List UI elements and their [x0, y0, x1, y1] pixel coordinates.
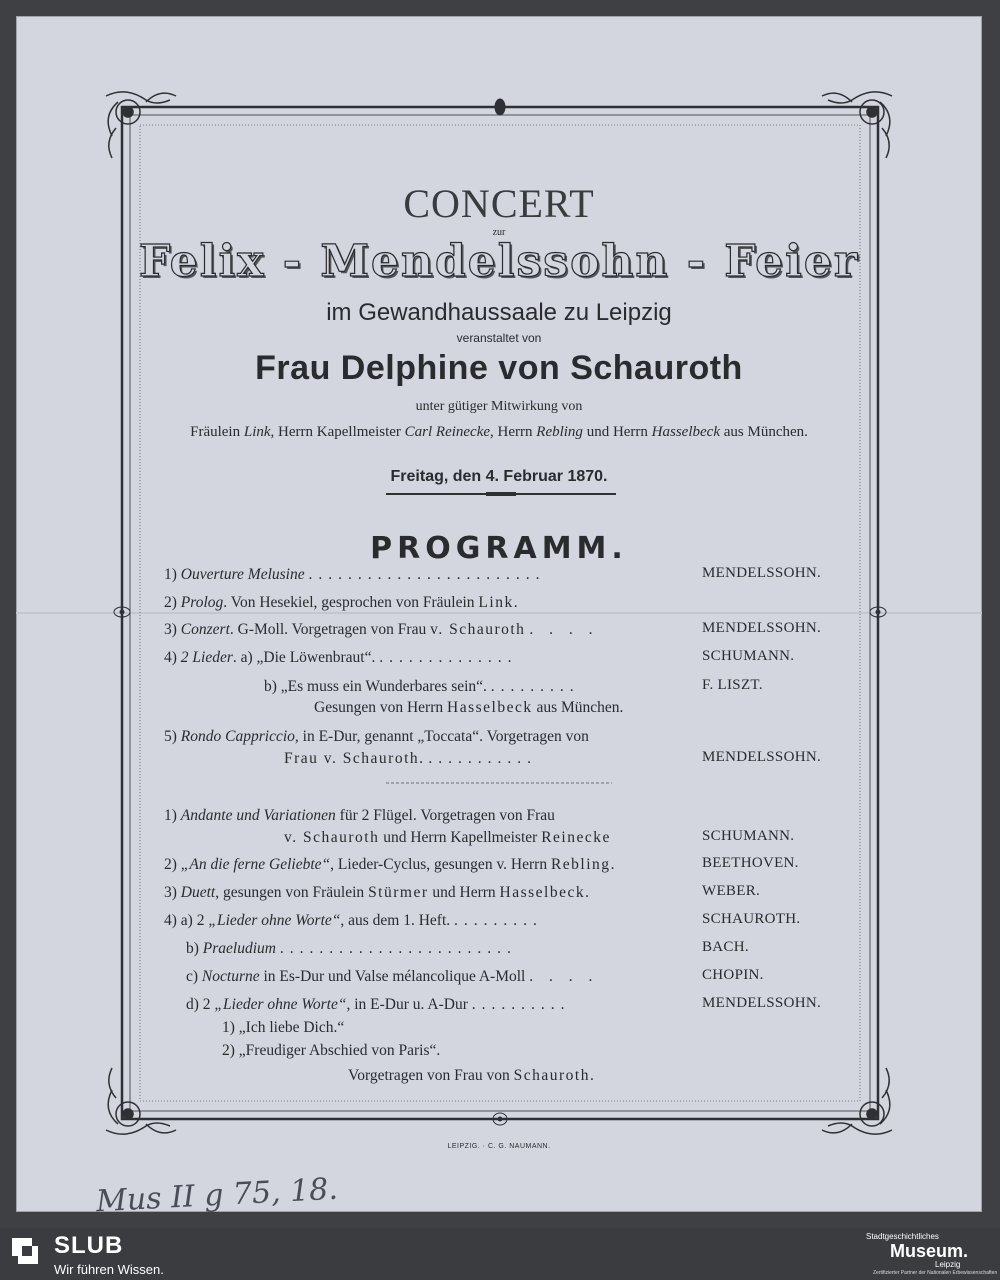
program-item: c) Nocturne in Es-Dur und Valse mélancolique A-Moll . . . . [186, 968, 599, 985]
song-sub-item: 2) „Freudiger Abschied von Paris“. [222, 1042, 441, 1059]
museum-wordmark: Museum. [890, 1241, 969, 1261]
artists-line [156, 424, 842, 441]
artists-text: , Herrn Kapellmeister [270, 424, 405, 440]
composer-label: MENDELSSOHN. [702, 565, 822, 581]
composer-label: CHOPIN. [702, 967, 764, 983]
performer-note: Vorgetragen von Frau von Schauroth. [348, 1067, 594, 1084]
concert-title: CONCERT [403, 181, 595, 226]
program-item-detail: Frau v. Schauroth. ........... [284, 750, 538, 767]
artists-text: aus München. [719, 424, 808, 440]
museum-certificate: Zertifizierter Partner der Nationalen Erbewissenschaften [873, 1270, 998, 1276]
composer-label: MENDELSSOHN. [702, 620, 822, 636]
artist-rebling: Rebling [536, 424, 583, 440]
program-sheet [16, 16, 982, 1220]
program-item: 2) „An die ferne Geliebte“, Lieder-Cyclus, gesungen v. Herrn Rebling. [164, 856, 615, 873]
zur-label: zur [492, 227, 506, 238]
program-item: b) „Es muss ein Wunderbares sein“. ......... [264, 678, 580, 695]
artist-hasselbeck: Hasselbeck [651, 424, 720, 440]
footer-bar [0, 1228, 1000, 1280]
composer-label: MENDELSSOHN. [702, 749, 822, 765]
program-item: 4) a) 2 „Lieder ohne Worte“, aus dem 1. Heft. ......... [164, 912, 543, 929]
composer-label: WEBER. [702, 883, 761, 899]
program-item: 1) Andante und Variationen für 2 Flügel. Vorgetragen von Frau [164, 807, 555, 824]
program-item: 5) Rondo Cappriccio, in E-Dur, genannt „Toccata“. Vorgetragen von [164, 728, 589, 745]
slub-wordmark: SLUB [54, 1232, 124, 1259]
artist-reinecke: Carl Reinecke [404, 424, 491, 440]
cooperation-label: unter gütiger Mitwirkung von [415, 399, 583, 414]
program-item-detail: v. Schauroth und Herrn Kapellmeister Reinecke [284, 829, 611, 846]
artists-text: , Herrn [490, 424, 537, 440]
song-sub-item: 1) „Ich liebe Dich.“ [222, 1019, 345, 1036]
program-item: d) 2 „Lieder ohne Worte“, in E-Dur u. A-Dur .......... [186, 996, 571, 1013]
museum-prefix: Stadtgeschichtliches [866, 1232, 939, 1241]
programm-heading: PROGRAMM. [370, 531, 628, 566]
composer-label: BEETHOVEN. [702, 855, 799, 871]
concert-date: Freitag, den 4. Februar 1870. [390, 468, 608, 485]
museum-city: Leipzig [935, 1260, 961, 1269]
program-item: 1) Ouverture Melusine ........................ [164, 566, 546, 583]
program-item: 2) Prolog. Von Hesekiel, gesprochen von Fräulein Link. [164, 594, 518, 611]
program-item: b) Praeludium ........................ [186, 940, 517, 957]
program-item: 3) Conzert. G-Moll. Vorgetragen von Frau v. Schauroth . . . . [164, 621, 599, 638]
venue-line: im Gewandhaussaale zu Leipzig [326, 299, 672, 326]
handwritten-shelfmark: Mus II g 75, 18. [95, 1171, 339, 1220]
composer-label: SCHAUROTH. [702, 911, 801, 927]
printer-imprint: LEIPZIG. · C. G. NAUMANN. [447, 1143, 551, 1150]
program-item: 4) 2 Lieder. a) „Die Löwenbraut“. .............. [164, 649, 518, 666]
occasion-title: Felix - Mendelssohn - Feier [138, 236, 860, 287]
program-item: 3) Duett, gesungen von Fräulein Stürmer und Herrn Hasselbeck. [164, 884, 589, 901]
artist-link: Link [243, 424, 271, 440]
artists-text: und Herrn [582, 424, 652, 440]
composer-label: BACH. [702, 939, 749, 955]
artists-text: Fräulein [190, 424, 244, 440]
composer-label: MENDELSSOHN. [702, 995, 822, 1011]
composer-label: SCHUMANN. [702, 648, 795, 664]
composer-label: F. LISZT. [702, 677, 763, 693]
organized-by-label: veranstaltet von [456, 331, 542, 345]
host-name: Frau Delphine von Schauroth [255, 349, 743, 387]
program-item-detail: Gesungen von Herrn Hasselbeck aus München. [314, 699, 624, 716]
composer-label: SCHUMANN. [702, 828, 795, 844]
slub-tagline: Wir führen Wissen. [54, 1262, 164, 1277]
slub-logo-icon [10, 1236, 40, 1266]
